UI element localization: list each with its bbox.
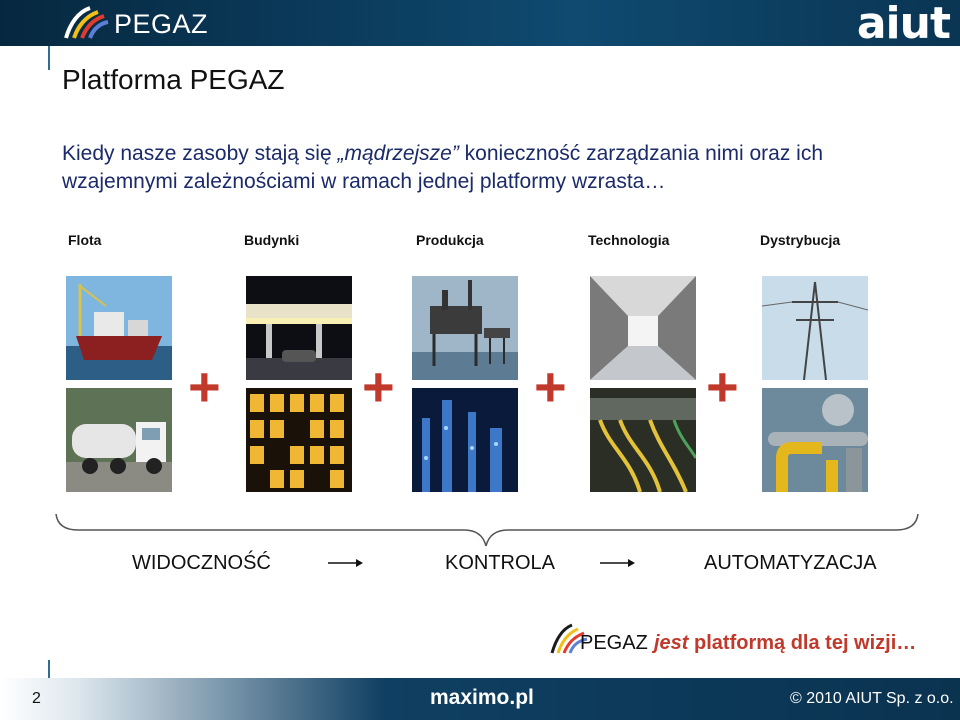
grouping-brace — [54, 512, 920, 552]
flow-step-control: KONTROLA — [445, 552, 556, 574]
arrow-right-icon — [328, 556, 364, 570]
lead-text-2: konieczność zarządzania nimi oraz ich wzajemnymi zależnościami w ramach jednej platformy wzrasta… — [62, 142, 824, 193]
footer-copyright: © 2010 AIUT Sp. z o.o. — [790, 690, 954, 707]
refinery-night-photo — [412, 388, 518, 492]
slide-title: Platforma PEGAZ — [62, 64, 285, 95]
server-room-photo — [590, 276, 696, 380]
lead-text-1: Kiedy nasze zasoby stają się — [62, 142, 338, 165]
ship-photo — [66, 276, 172, 380]
flow-step-automation: AUTOMATYZACJA — [704, 552, 877, 574]
category-label-produkcja: Produkcja — [416, 232, 484, 248]
gas-station-photo — [246, 276, 352, 380]
plus-sign-4: + — [706, 355, 739, 418]
truck-photo — [66, 388, 172, 492]
plus-sign-2: + — [362, 355, 395, 418]
lead-paragraph — [62, 140, 922, 196]
category-label-technologia: Technologia — [588, 232, 670, 248]
plus-sign-1: + — [188, 355, 221, 418]
office-windows-photo — [246, 388, 352, 492]
lead-emphasis: „mądrzejsze” — [337, 142, 459, 165]
category-label-dystrybucja: Dystrybucja — [760, 232, 841, 248]
plus-sign-3: + — [534, 355, 567, 418]
accent-line-bottom — [48, 660, 50, 678]
tagline-text — [654, 632, 916, 655]
power-tower-photo — [762, 276, 868, 380]
pipelines-photo — [762, 388, 868, 492]
brand-name: PEGAZ — [114, 9, 209, 39]
accent-line-top — [48, 46, 50, 70]
tagline-brand: PEGAZ — [580, 632, 648, 654]
flow-step-visibility: WIDOCZNOŚĆ — [132, 552, 271, 574]
oil-platform-photo — [412, 276, 518, 380]
aiut-logo: aiut — [856, 0, 950, 49]
category-label-flota: Flota — [68, 232, 102, 248]
footer-url[interactable]: maximo.pl — [430, 686, 534, 709]
network-cables-photo — [590, 388, 696, 492]
arrow-right-icon — [600, 556, 636, 570]
pegaz-logo-icon — [60, 4, 110, 42]
page-number: 2 — [32, 690, 41, 707]
category-label-budynki: Budynki — [244, 232, 300, 248]
tagline-emphasis: jest — [654, 632, 689, 654]
tagline-rest: platformą dla tej wizji… — [688, 632, 917, 654]
